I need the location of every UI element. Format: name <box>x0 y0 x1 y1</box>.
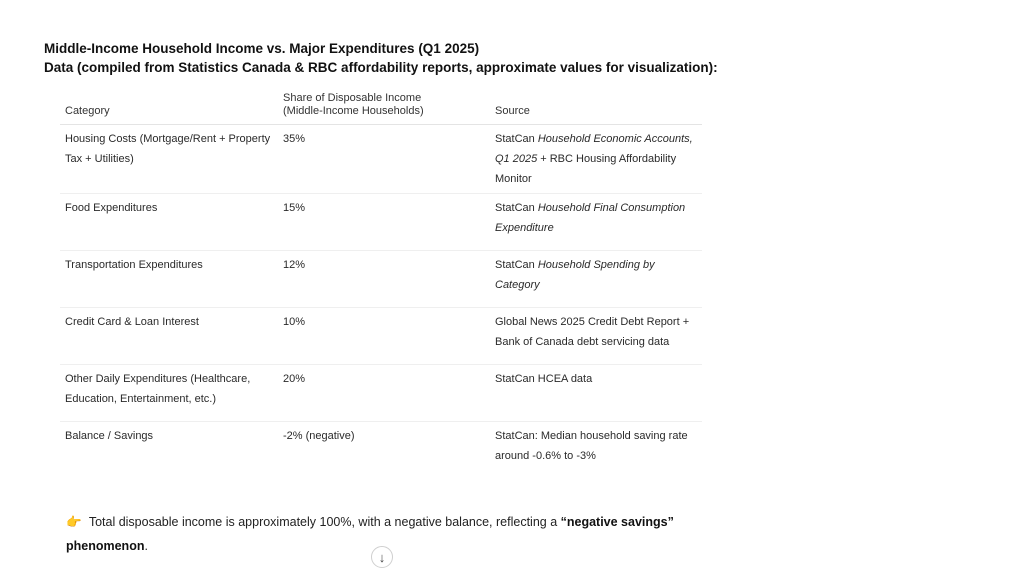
source-text: StatCan <box>495 202 538 214</box>
header-share-line2: (Middle-Income Households) <box>283 105 424 117</box>
expenditure-table <box>60 92 702 470</box>
cell-share: -2% (negative) <box>283 430 355 442</box>
scroll-down-button[interactable] <box>371 546 393 568</box>
cell-category: Housing Costs (Mortgage/Rent + Property Tax + Utilities) <box>60 125 278 194</box>
source-text: StatCan <box>495 133 538 145</box>
table-row <box>60 194 702 251</box>
source-text: + RBC Housing Affordability Monitor <box>495 153 677 185</box>
footnote <box>66 510 726 558</box>
table-row <box>60 125 702 194</box>
cell-source: StatCan HCEA data <box>490 365 702 422</box>
table-header-row <box>60 92 702 125</box>
table-row <box>60 251 702 308</box>
page-subtitle: Data (compiled from Statistics Canada & RBC affordability reports, approximate values for visualization): <box>44 60 718 75</box>
header-share <box>278 92 490 125</box>
cell-source: Global News 2025 Credit Debt Report + Bank of Canada debt servicing data <box>490 308 702 365</box>
cell-category: Balance / Savings <box>65 430 154 442</box>
cell-share: 35% <box>278 125 490 194</box>
footnote-text: Total disposable income is approximately 100%, with a negative balance, reflecting a <box>85 515 561 529</box>
cell-share: 10% <box>278 308 490 365</box>
cell-share: 15% <box>278 194 490 251</box>
footnote-bold: “negative savings” phenomenon <box>66 515 674 553</box>
arrow-down-icon: ↓ <box>378 549 386 565</box>
page-heading <box>44 39 718 77</box>
cell-category: Transportation Expenditures <box>60 251 278 308</box>
header-source: Source <box>490 92 702 125</box>
table-row <box>60 422 702 471</box>
table-row <box>60 365 702 422</box>
cell-category: Other Daily Expenditures (Healthcare, Education, Entertainment, etc.) <box>60 365 278 422</box>
source-italic: Household Economic Accounts, Q1 2025 <box>495 133 693 165</box>
table-row <box>60 308 702 365</box>
pointing-hand-icon: 👉 <box>66 515 82 529</box>
cell-category: Food Expenditures <box>60 194 278 251</box>
source-italic: Household Spending by Category <box>495 259 655 291</box>
footnote-end: . <box>144 539 148 553</box>
cell-share: 12% <box>278 251 490 308</box>
page-title: Middle-Income Household Income vs. Major Expenditures (Q1 2025) <box>44 41 480 56</box>
cell-share: 20% <box>278 365 490 422</box>
source-italic: Household Final Consumption Expenditure <box>495 202 686 234</box>
cell-source <box>490 251 702 308</box>
cell-source: StatCan: Median household saving rate around -0.6% to -3% <box>495 430 688 462</box>
cell-category: Credit Card & Loan Interest <box>60 308 278 365</box>
cell-source <box>490 194 702 251</box>
cell-source <box>490 125 702 194</box>
header-category: Category <box>60 92 278 125</box>
header-share-line1: Share of Disposable Income <box>283 92 422 104</box>
source-text: StatCan <box>495 259 538 271</box>
